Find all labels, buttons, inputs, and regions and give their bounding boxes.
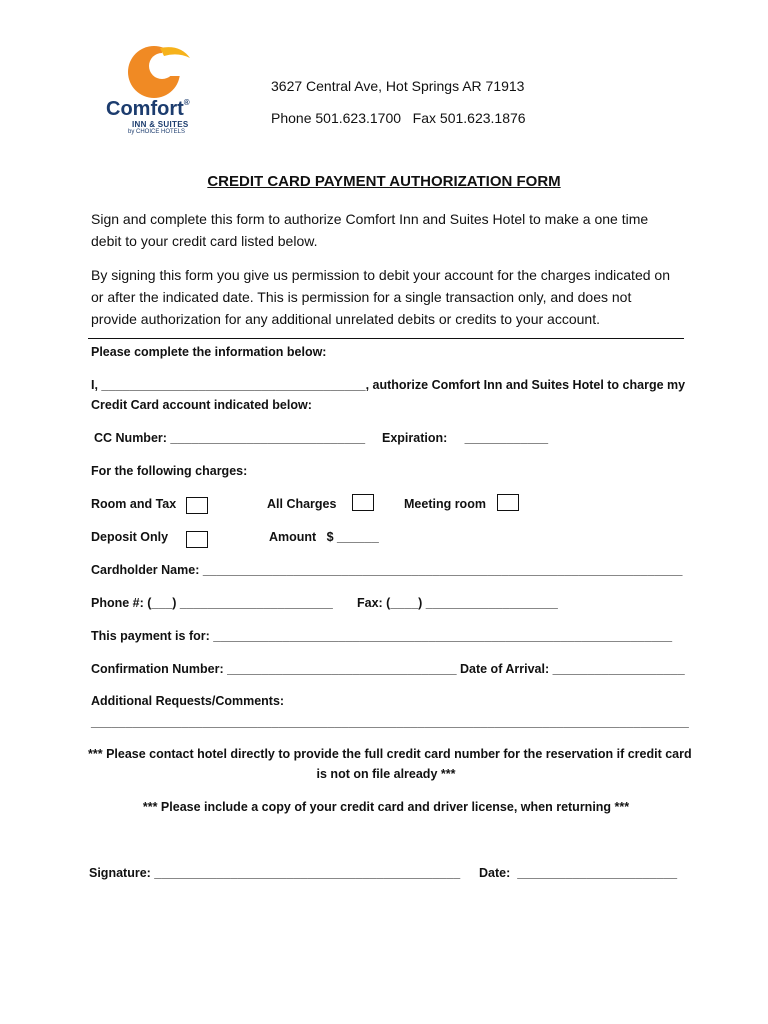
cardholder-name-field[interactable]: Cardholder Name: _____________________________________________________________________: [91, 563, 683, 577]
comfort-c-logo-icon: [120, 44, 190, 100]
expiration-field[interactable]: Expiration: ____________: [382, 431, 549, 445]
note-contact-hotel-line-1: *** Please contact hotel directly to provide the full credit card number for the reservation if credit card: [88, 747, 692, 761]
logo-byline: by CHOICE HOTELS: [128, 129, 186, 135]
deposit-only-checkbox[interactable]: [186, 531, 208, 548]
cc-number-field[interactable]: CC Number: ____________________________: [94, 431, 366, 445]
note-include-copy: *** Please include a copy of your credit card and driver license, when returning ***: [142, 800, 630, 814]
deposit-only-label: Deposit Only: [91, 530, 169, 544]
logo-brand: Comfort®: [106, 98, 190, 120]
meeting-room-label: Meeting room: [404, 497, 486, 511]
phone-field[interactable]: Phone #: (___) ______________________: [91, 596, 333, 610]
amount-field[interactable]: Amount $ ______: [269, 530, 379, 544]
comments-label: Additional Requests/Comments:: [91, 694, 285, 708]
fax-field[interactable]: Fax: (____) ___________________: [357, 596, 558, 610]
intro-paragraph-1: Sign and complete this form to authorize Comfort Inn and Suites Hotel to make a one time debit to your credit card listed below.: [91, 211, 649, 249]
confirmation-and-arrival-field[interactable]: Confirmation Number: _________________________________ Date of Arrival: ___________________: [91, 662, 685, 676]
section-divider: [88, 338, 684, 339]
authorize-line-2: Credit Card account indicated below:: [91, 398, 312, 412]
hotel-contact: Phone 501.623.1700 Fax 501.623.1876: [271, 110, 526, 126]
logo-subtitle: INN & SUITES: [132, 120, 189, 129]
signature-field[interactable]: Signature: ____________________________________________: [89, 866, 461, 880]
date-field[interactable]: Date: _______________________: [479, 866, 678, 880]
payment-for-field[interactable]: This payment is for: __________________________________________________________________: [91, 629, 673, 643]
form-title: CREDIT CARD PAYMENT AUTHORIZATION FORM: [207, 173, 561, 190]
section-label: Please complete the information below:: [91, 345, 327, 359]
room-and-tax-label: Room and Tax: [91, 497, 177, 511]
authorize-line[interactable]: I, ______________________________________, authorize Comfort Inn and Suites Hotel to charge my: [91, 378, 686, 392]
room-and-tax-checkbox[interactable]: [186, 497, 208, 514]
meeting-room-checkbox[interactable]: [497, 494, 519, 511]
comments-line[interactable]: ______________________________________________________________________________________: [91, 715, 689, 729]
hotel-address: 3627 Central Ave, Hot Springs AR 71913: [271, 78, 525, 94]
all-charges-label: All Charges: [267, 497, 337, 511]
note-contact-hotel-line-2: is not on file already ***: [316, 767, 456, 781]
comfort-inn-logo: [106, 44, 206, 136]
all-charges-checkbox[interactable]: [352, 494, 374, 511]
intro-paragraph-2: By signing this form you give us permission to debit your account for the charges indicated on or after the indicated date. This is permission for a single transaction only, and does not provide authorization for any additional unrelated debits or credits to your account.: [91, 267, 670, 327]
charges-label: For the following charges:: [91, 464, 248, 478]
